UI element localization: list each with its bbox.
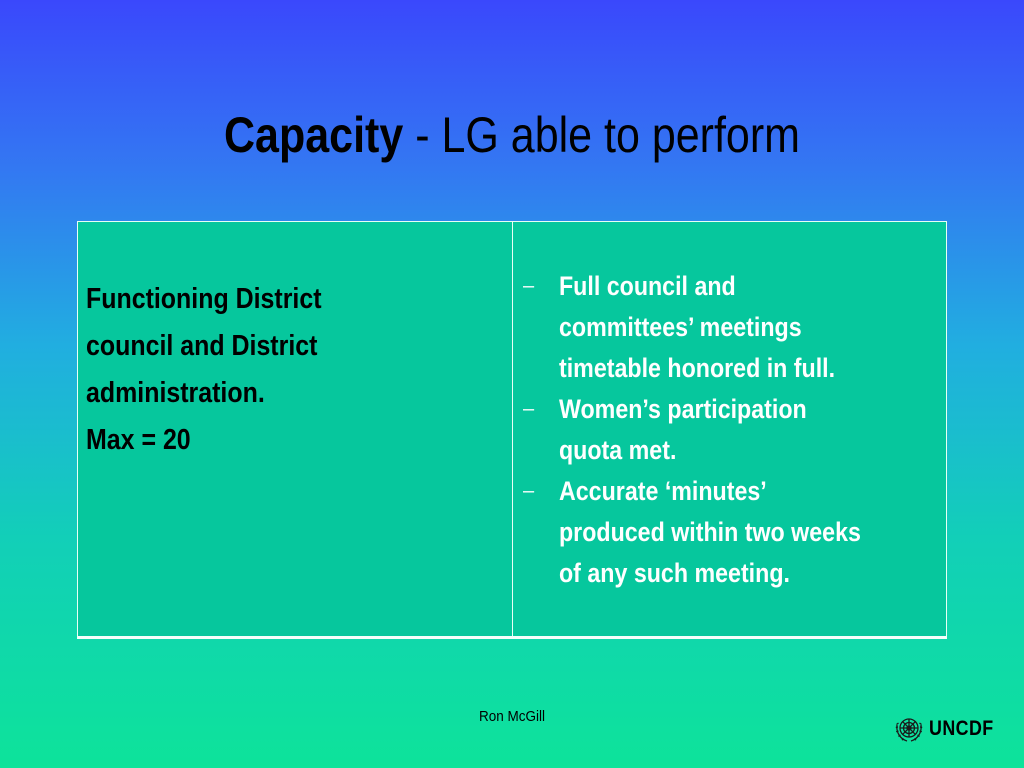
table-cell-criterion <box>78 222 513 636</box>
indicator-line: produced within two weeks <box>559 517 861 547</box>
indicator-text <box>559 266 835 389</box>
dash-bullet-icon: – <box>523 480 535 502</box>
list-item <box>523 389 938 471</box>
criterion-line: council and District <box>86 330 318 362</box>
table-cell-indicators <box>513 222 946 636</box>
uncdf-logo <box>892 712 1005 746</box>
un-emblem-icon <box>892 712 926 746</box>
indicator-line: of any such meeting. <box>559 558 790 588</box>
title-rest: - LG able to perform <box>403 107 800 163</box>
indicator-line: Accurate ‘minutes’ <box>559 476 767 506</box>
indicator-line: committees’ meetings <box>559 312 802 342</box>
indicator-list <box>523 266 938 594</box>
indicator-line: Women’s participation <box>559 394 807 424</box>
criterion-max-score: Max = 20 <box>86 424 191 456</box>
content-table <box>77 221 947 639</box>
criterion-line: Functioning District <box>86 283 322 315</box>
indicator-text <box>559 389 807 471</box>
list-item <box>523 266 938 389</box>
slide-title <box>72 104 953 166</box>
indicator-line: Full council and <box>559 271 736 301</box>
list-item <box>523 471 938 594</box>
logo-text: UNCDF <box>929 717 994 740</box>
indicator-line: quota met. <box>559 435 677 465</box>
dash-bullet-icon: – <box>523 275 535 297</box>
title-bold: Capacity <box>224 107 404 163</box>
indicator-line: timetable honored in full. <box>559 353 836 383</box>
dash-bullet-icon: – <box>523 398 535 420</box>
indicator-text <box>559 471 861 594</box>
footer-author: Ron McGill <box>478 708 546 725</box>
criterion-text <box>86 276 447 464</box>
criterion-line: administration. <box>86 377 265 409</box>
